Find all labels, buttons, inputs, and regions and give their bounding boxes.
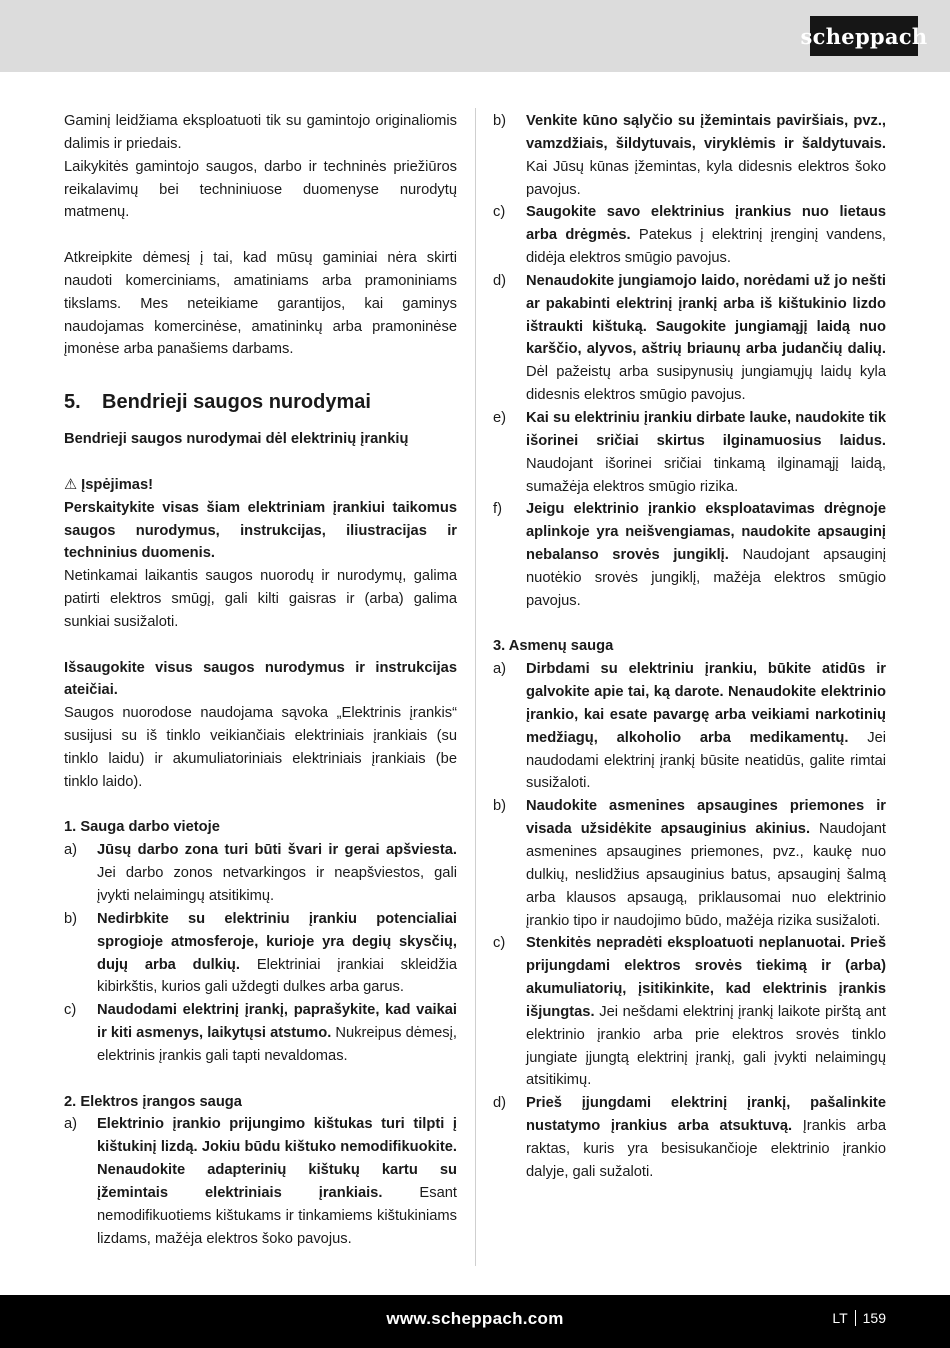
item-bold: Saugokite savo elektrinius įrankius nuo lietaus arba drėgmės. xyxy=(526,204,886,244)
page-indicator xyxy=(832,1310,886,1326)
item-text: Jei naudodami elektrinį įrankį būsite neatidūs, galite rimtai susižaloti. xyxy=(526,729,887,792)
list-item xyxy=(493,795,886,932)
paragraph: Atkreipkite dėmesį į tai, kad mūsų gaminiai nėra skirti naudoti komerciniams, amatiniams arba pramoniniams tikslams. Mes neteikiame garantijos, kai gaminys naudojamas komercinėse, amatininkų arba pramoninėse įmonėse arba panašiems darbams. xyxy=(64,250,457,358)
item-label: b) xyxy=(493,113,507,129)
item-text: Įrankis arba raktas, kuris yra besisukančioje elektrinio įrankio dalyje, gali sužaloti. xyxy=(526,1118,886,1180)
right-column xyxy=(493,110,886,1184)
item-text: Naudojant išorinei sričiai tinkamą ilginamąjį laidą, sumažėja elektros smūgio rizika. xyxy=(526,455,886,495)
item-bold: Prieš įjungdami elektrinį įrankį, pašalinkite nustatymo įrankius arba atsuktuvą. xyxy=(526,1095,886,1135)
item-text: Jei nešdami elektrinį įrankį laikote pirštą ant elektrinio įrankio arba prie elektros srovės tinklo jungiate įjungtą elektrinį įrankį, gali įvykti nelaimingų atsitikimų. xyxy=(526,1003,886,1089)
item-bold: Jeigu elektrinio įrankio eksploatavimas drėgnoje aplinkoje yra neišvengiamas, naudokite apsauginį nebalanso srovės jungiklį. xyxy=(526,501,886,564)
warning-bold-text: Perskaitykite visas šiam elektriniam įrankiui taikomus saugos nurodymus, instrukcijas, iliustracijas ir techninius duomenis. xyxy=(64,499,457,562)
separator xyxy=(855,1310,856,1326)
item-text: Kai Jūsų kūnas įžemintas, kyla didesnis elektros šoko pavojus. xyxy=(526,158,886,198)
item-bold: Kai su elektriniu įrankiu dirbate lauke, naudokite tik išorinei sričiai skirtus ilginamuosius laidus. xyxy=(526,409,886,449)
item-label: a) xyxy=(64,842,78,859)
website-url: www.scheppach.com xyxy=(386,1309,564,1328)
item-bold: Venkite kūno sąlyčio su įžemintais paviršiais, pvz., vamzdžiais, šildytuvais, viryklėmis ir šaldytuvais. xyxy=(526,113,886,152)
list-item xyxy=(64,1113,457,1250)
item-label: c) xyxy=(493,935,506,952)
item-bold: Stenkitės nepradėti eksploatuoti neplanuotai. Prieš prijungdami elektros srovės tiekimą ir (arba) akumuliatorių, įsitikinkite, kad elektrinis įrankis išjungtas. xyxy=(526,935,886,1020)
section-number: 5. xyxy=(64,391,81,414)
section-heading xyxy=(64,389,457,415)
list-item xyxy=(493,1092,886,1183)
item-bold: Dirbdami su elektriniu įrankiu, būkite atidūs ir galvokite apie tai, ką darote. Nenaudokite elektrinio įrankio, kai esate pavargę arba veikiami narkotinių medžiagų, alkoholio arba medikamentų. xyxy=(526,661,886,746)
left-column xyxy=(64,110,457,1251)
list-item xyxy=(64,908,457,999)
item-bold: Naudodami elektrinį įrankį, paprašykite, kad vaikai ir kiti asmenys, laikytųsi atstumo. xyxy=(97,1002,457,1042)
item-label: d) xyxy=(493,272,507,289)
keep-instructions-bold: Išsaugokite visus saugos nurodymus ir instrukcijas ateičiai. xyxy=(64,659,457,699)
item-bold: Nenaudokite jungiamojo laido, norėdami už jo nešti ar pakabinti elektrinį įrankį arba iš kištukinio lizdo ištraukti kištuką. Saugokite jungiamąjį laidą nuo karščio, alyvos, aštrių briaunų arba judančių dalių. xyxy=(526,272,886,358)
subsection-title: 3. Asmenų sauga xyxy=(493,638,614,655)
footer-bar xyxy=(0,1295,950,1348)
item-bold: Elektrinio įrankio prijungimo kištukas turi tilpti į kištukinį lizdą. Jokiu būdu kištuko nemodifikuokite. Nenaudokite adapterinių kištukų kartu su įžemintais elektriniais įrankiais. xyxy=(97,1116,457,1201)
item-text: Dėl pažeistų arba susipynusių jungiamųjų laidų kyla didesnis elektros smūgio pavojus. xyxy=(526,364,886,404)
item-bold: Jūsų darbo zona turi būti švari ir gerai apšviesta. xyxy=(97,842,457,859)
subsection-title: 2. Elektros įrangos sauga xyxy=(64,1093,242,1110)
warning-triangle-icon: ⚠ xyxy=(64,476,78,493)
language-code: LT xyxy=(832,1310,848,1326)
paragraph: Gaminį leidžiama eksploatuoti tik su gamintojo originaliomis dalimis ir priedais. xyxy=(64,113,457,152)
item-label: c) xyxy=(493,204,506,221)
item-bold: Naudokite asmenines apsaugines priemones ir visada užsidėkite apsauginius akinius. xyxy=(526,798,886,838)
item-label: d) xyxy=(493,1095,507,1112)
item-text: Elektriniai įrankiai skleidžia kibirkštis, kurios gali uždegti dulkes arba garus. xyxy=(97,956,457,996)
paragraph: Laikykitės gamintojo saugos, darbo ir techninės priežiūros reikalavimų bei techniniuose duomenyse nurodytų matmenų. xyxy=(64,158,457,221)
item-text: Naudojant apsauginį nuotėkio srovės jungiklį, mažėja elektros smūgio pavojus. xyxy=(526,547,886,609)
item-label: a) xyxy=(493,661,507,678)
item-text: Naudojant asmenines apsaugines priemones, pvz., kaukę nuo dulkių, neslidžius apsauginius batus, apsauginį šalmą arba klausos apsaugą, priklausomai nuo elektrinio įrankio tipo ir naudojimo būdo, mažėja rizika susižaloti. xyxy=(526,821,886,929)
warning-label: Įspėjimas! xyxy=(81,476,154,493)
subsection-title: 1. Sauga darbo vietoje xyxy=(64,819,220,836)
list-item xyxy=(493,658,886,795)
item-label: f) xyxy=(493,501,502,518)
list-item xyxy=(493,110,886,201)
warning-heading xyxy=(64,474,457,497)
item-text: Patekus į elektrinį įrenginį vandens, didėja elektros smūgio pavojus. xyxy=(526,227,886,267)
item-bold: Nedirbkite su elektriniu įrankiu potencialiai sprogioje atmosferoje, kurioje yra degių skysčių, dujų arba dulkių. xyxy=(97,910,457,973)
item-label: b) xyxy=(493,798,507,815)
list-item xyxy=(64,839,457,908)
item-text: Esant nemodifikuotiems kištukams ir tinkamiems kištukiniams lizdams, mažėja elektros šoko pavojus. xyxy=(97,1184,457,1247)
subtitle: Bendrieji saugos nurodymai dėl elektrinių įrankių xyxy=(64,431,409,448)
header-band xyxy=(0,0,950,72)
list-item xyxy=(64,999,457,1068)
section-title: Bendrieji saugos nurodymai xyxy=(102,391,371,414)
warning-text: Netinkamai laikantis saugos nuorodų ir nurodymų, galima patirti elektros smūgį, gali kilti gaisras ir (arba) galima sunkiai susižaloti. xyxy=(64,568,457,630)
list-item xyxy=(493,270,886,407)
page-number: 159 xyxy=(862,1310,886,1326)
item-text: Nukreipus dėmesį, elektrinis įrankis gali tapti nevaldomas. xyxy=(97,1025,457,1064)
item-text: Jei darbo zonos netvarkingos ir neapšviestos, gali įvykti nelaimingų atsitikimų. xyxy=(97,865,457,904)
item-label: b) xyxy=(64,910,78,927)
list-item xyxy=(493,407,886,498)
keep-instructions-text: Saugos nuorodose naudojama sąvoka „Elektrinis įrankis“ susijusi su iš tinklo veikiančiais elektriniais įrankiais (su tinklo laidu) ir akumuliatoriniais elektriniais įrankiais (be tinklo laido). xyxy=(64,705,457,790)
item-label: e) xyxy=(493,409,507,426)
list-item xyxy=(493,201,886,270)
column-divider xyxy=(475,108,476,1266)
list-item xyxy=(493,498,886,612)
item-label: c) xyxy=(64,1002,77,1019)
scheppach-logo: scheppach xyxy=(810,16,918,56)
item-label: a) xyxy=(64,1116,78,1133)
list-item xyxy=(493,932,886,1092)
